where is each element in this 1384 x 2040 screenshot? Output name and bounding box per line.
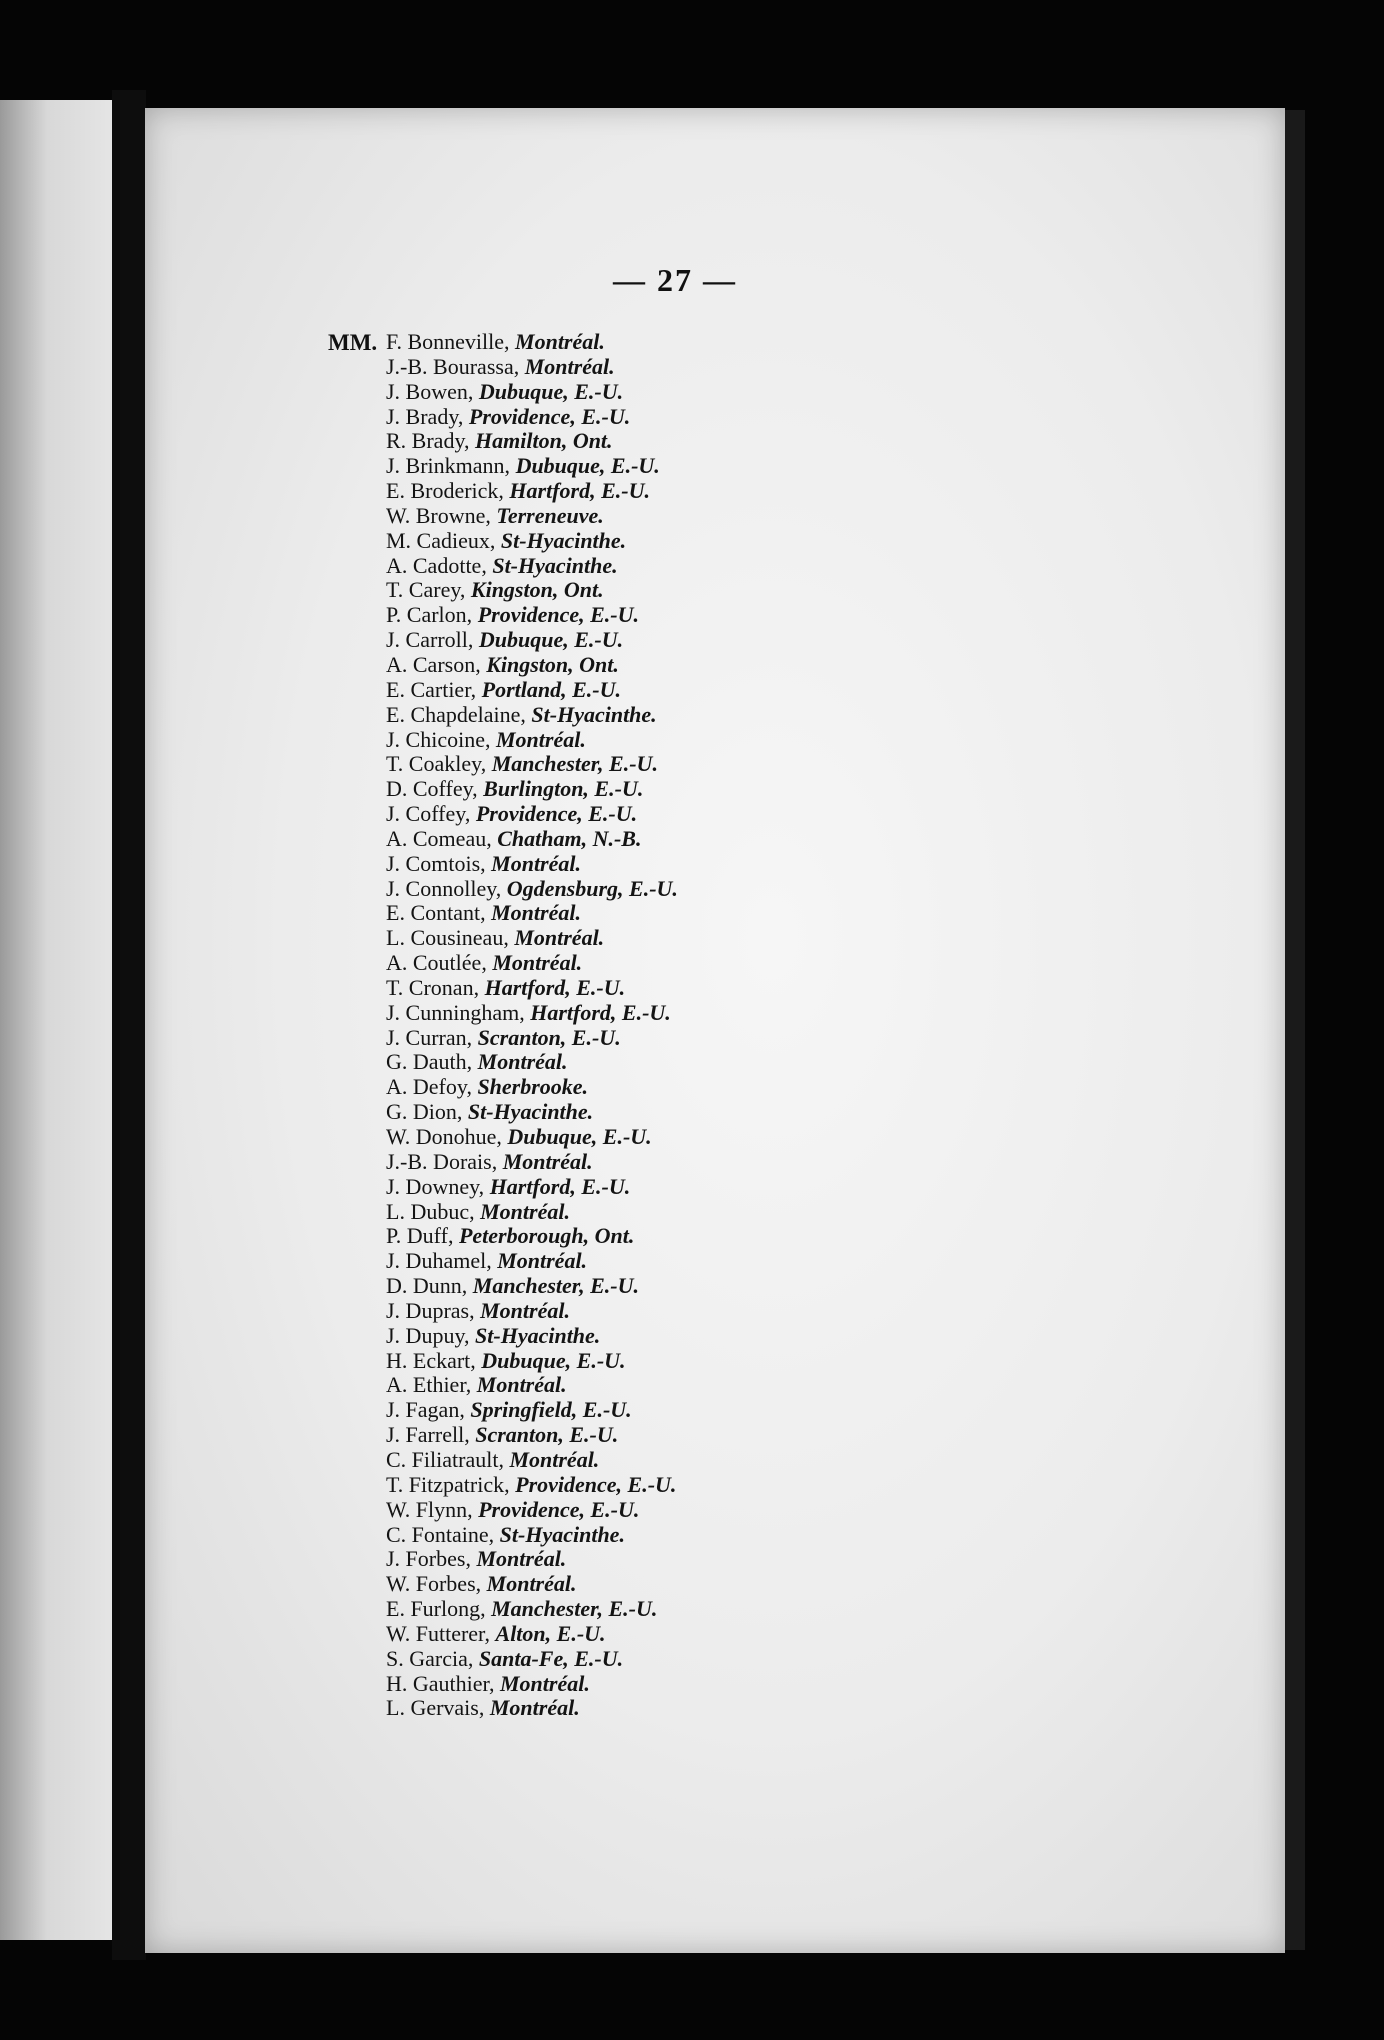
entry-name: J. Dupras, <box>386 1297 475 1323</box>
entry-name: T. Coakley, <box>386 751 487 777</box>
list-item <box>386 1423 678 1448</box>
list-item <box>386 1075 678 1100</box>
entry-place: Montréal. <box>480 1297 570 1323</box>
entry-name: E. Contant, <box>386 900 486 926</box>
list-item <box>386 1026 678 1051</box>
list-item <box>386 1150 678 1175</box>
entry-name: R. Brady, <box>386 428 470 454</box>
entry-name: T. Cronan, <box>386 974 480 1000</box>
list-item <box>386 529 678 554</box>
entry-name: J. Carroll, <box>386 627 474 653</box>
entry-name: A. Carson, <box>386 651 481 677</box>
entry-place: Springfield, E.-U. <box>470 1397 632 1423</box>
entry-place: Sherbrooke. <box>477 1074 589 1100</box>
entry-name: P. Carlon, <box>386 602 473 628</box>
list-item <box>386 1597 678 1622</box>
entry-place: Montréal. <box>509 1446 600 1472</box>
entry-place: Ogdensburg, E.-U. <box>506 875 678 901</box>
list-item <box>386 852 678 877</box>
entry-place: Scranton, E.-U. <box>475 1422 619 1448</box>
entry-name: E. Furlong, <box>386 1596 486 1622</box>
entry-place: Montréal. <box>491 900 581 926</box>
entry-place: St-Hyacinthe. <box>531 701 657 727</box>
entry-name: M. Cadieux, <box>386 527 496 553</box>
entry-name: A. Comeau, <box>386 825 492 851</box>
entry-name: A. Cadotte, <box>386 552 487 578</box>
list-item <box>386 951 678 976</box>
entry-place: Peterborough, Ont. <box>458 1223 635 1249</box>
entry-place: Providence, E.-U. <box>477 602 639 628</box>
entry-place: Kingston, Ont. <box>470 577 604 603</box>
entry-place: Montréal. <box>492 950 583 976</box>
list-item <box>386 405 678 430</box>
entry-name: J. Fagan, <box>386 1397 465 1423</box>
list-item <box>386 1249 678 1274</box>
entry-name: J. Bowen, <box>386 378 474 404</box>
list-item <box>386 479 678 504</box>
entry-place: Scranton, E.-U. <box>477 1024 621 1050</box>
entry-name: L. Dubuc, <box>386 1198 475 1224</box>
entry-name: L. Gervais, <box>386 1695 485 1721</box>
list-item <box>386 926 678 951</box>
entry-place: Santa-Fe, E.-U. <box>478 1645 624 1671</box>
list-item <box>386 1498 678 1523</box>
list-item <box>386 1672 678 1697</box>
entry-place: Manchester, E.-U. <box>472 1273 640 1299</box>
list-item <box>386 429 678 454</box>
name-list <box>386 330 678 1721</box>
entry-place: Kingston, Ont. <box>486 651 619 677</box>
list-item <box>386 901 678 926</box>
list-item <box>386 1473 678 1498</box>
entry-name: J. Farrell, <box>386 1422 470 1448</box>
page-number: — 27 — <box>613 262 737 298</box>
entry-name: W. Flynn, <box>386 1496 473 1522</box>
entry-place: Montréal. <box>489 1695 580 1721</box>
entry-place: Hamilton, Ont. <box>475 428 613 454</box>
list-item <box>386 380 678 405</box>
entry-place: Portland, E.-U. <box>481 676 621 702</box>
entry-place: Montréal. <box>524 353 615 379</box>
entry-place: St-Hyacinthe. <box>499 1521 625 1547</box>
entry-name: J. Curran, <box>386 1024 473 1050</box>
entry-name: E. Chapdelaine, <box>386 701 526 727</box>
right-page-edge <box>1285 110 1305 1950</box>
list-item <box>386 1001 678 1026</box>
entry-name: G. Dion, <box>386 1099 463 1125</box>
list-item <box>386 653 678 678</box>
entry-place: Montréal. <box>477 1049 568 1075</box>
list-item <box>386 1299 678 1324</box>
list-item <box>386 1324 678 1349</box>
entry-name: W. Browne, <box>386 502 491 528</box>
list-item <box>386 1175 678 1200</box>
list-item <box>386 1448 678 1473</box>
list-item <box>386 1274 678 1299</box>
entry-place: St-Hyacinthe. <box>492 552 618 578</box>
entry-place: Hartford, E.-U. <box>530 999 671 1025</box>
entry-name: D. Coffey, <box>386 776 478 802</box>
entry-name: T. Fitzpatrick, <box>386 1471 510 1497</box>
entry-name: W. Forbes, <box>386 1571 482 1597</box>
entry-place: Dubuque, E.-U. <box>481 1347 626 1373</box>
entry-place: Montréal. <box>476 1546 567 1572</box>
entry-name: W. Futterer, <box>386 1620 491 1646</box>
list-item <box>386 777 678 802</box>
list-item <box>386 1523 678 1548</box>
entry-place: Manchester, E.-U. <box>491 751 658 777</box>
entry-name: J. Coffey, <box>386 801 471 827</box>
entry-name: S. Garcia, <box>386 1645 474 1671</box>
entry-name: A. Coutlée, <box>386 950 487 976</box>
list-item <box>386 728 678 753</box>
entry-place: Montréal. <box>480 1198 570 1224</box>
entry-place: Terreneuve. <box>496 502 604 528</box>
entry-place: Hartford, E.-U. <box>489 1173 631 1199</box>
salutation: MM. <box>328 330 378 355</box>
entry-place: Montréal. <box>499 1670 590 1696</box>
entry-name: D. Dunn, <box>386 1273 468 1299</box>
entry-place: St-Hyacinthe. <box>475 1322 601 1348</box>
list-item <box>386 703 678 728</box>
entry-place: Montréal. <box>502 1148 593 1174</box>
entry-place: Hartford, E.-U. <box>484 974 626 1000</box>
list-item <box>386 1224 678 1249</box>
entry-name: T. Carey, <box>386 577 466 603</box>
list-item <box>386 1125 678 1150</box>
entry-place: Providence, E.-U. <box>515 1471 677 1497</box>
entry-place: Hartford, E.-U. <box>509 478 650 504</box>
entry-name: H. Eckart, <box>386 1347 476 1373</box>
list-item <box>386 1572 678 1597</box>
list-item <box>386 1398 678 1423</box>
book-spine <box>112 90 146 1960</box>
list-item <box>386 827 678 852</box>
entry-name: J. Connolley, <box>386 875 502 901</box>
list-item <box>386 1200 678 1225</box>
left-page-edge <box>0 100 118 1940</box>
entry-name: A. Defoy, <box>386 1074 472 1100</box>
entry-place: Chatham, N.-B. <box>497 825 642 851</box>
list-item <box>386 752 678 777</box>
entry-place: Montréal. <box>497 1248 588 1274</box>
list-item <box>386 603 678 628</box>
list-item <box>386 355 678 380</box>
list-item <box>386 877 678 902</box>
list-item <box>386 1349 678 1374</box>
entry-name: C. Filiatrault, <box>386 1446 504 1472</box>
entry-name: J.-B. Bourassa, <box>386 353 520 379</box>
list-item <box>386 1547 678 1572</box>
entry-place: Montréal. <box>514 925 605 951</box>
list-item <box>386 678 678 703</box>
entry-name: J. Duhamel, <box>386 1248 492 1274</box>
entry-name: J. Dupuy, <box>386 1322 470 1348</box>
list-item <box>386 628 678 653</box>
list-item <box>386 554 678 579</box>
entry-name: J. Cunningham, <box>386 999 525 1025</box>
entry-place: Montréal. <box>496 726 586 752</box>
list-item <box>386 1696 678 1721</box>
entry-place: Providence, E.-U. <box>478 1496 640 1522</box>
list-item <box>386 454 678 479</box>
list-item <box>386 330 678 355</box>
entry-name: P. Duff, <box>386 1223 454 1249</box>
list-item <box>386 802 678 827</box>
entry-place: Montréal. <box>486 1571 577 1597</box>
entry-place: Dubuque, E.-U. <box>507 1124 652 1149</box>
entry-name: J. Forbes, <box>386 1546 471 1572</box>
list-item <box>386 1050 678 1075</box>
entry-name: H. Gauthier, <box>386 1670 495 1696</box>
entry-name: E. Cartier, <box>386 676 477 702</box>
entry-place: Dubuque, E.-U. <box>515 453 660 479</box>
entry-name: E. Broderick, <box>386 478 504 504</box>
entry-place: St-Hyacinthe. <box>500 527 627 553</box>
entry-place: Providence, E.-U. <box>475 801 638 827</box>
page <box>145 108 1285 1953</box>
entry-place: Burlington, E.-U. <box>483 776 644 802</box>
list-item <box>386 1622 678 1647</box>
entry-place: Manchester, E.-U. <box>491 1596 658 1622</box>
entry-place: Montréal. <box>515 329 605 354</box>
entry-place: Montréal. <box>491 850 581 876</box>
entry-name: J. Downey, <box>386 1173 485 1199</box>
entry-name: W. Donohue, <box>386 1124 502 1149</box>
list-item <box>386 504 678 529</box>
list-item <box>386 1373 678 1398</box>
entry-place: St-Hyacinthe. <box>467 1099 594 1125</box>
entry-name: J. Comtois, <box>386 850 486 876</box>
entry-place: Providence, E.-U. <box>468 403 631 429</box>
entry-name: J. Chicoine, <box>386 726 491 752</box>
entry-name: F. Bonneville, <box>386 329 510 354</box>
entry-name: J.-B. Dorais, <box>386 1148 498 1174</box>
entry-place: Montréal. <box>476 1372 567 1398</box>
entry-name: L. Cousineau, <box>386 925 509 951</box>
entry-name: C. Fontaine, <box>386 1521 495 1547</box>
entry-name: J. Brinkmann, <box>386 453 511 479</box>
list-item <box>386 1647 678 1672</box>
list-item <box>386 976 678 1001</box>
entry-place: Alton, E.-U. <box>495 1620 606 1646</box>
entry-name: G. Dauth, <box>386 1049 473 1075</box>
list-item <box>386 578 678 603</box>
entry-name: A. Ethier, <box>386 1372 472 1398</box>
entry-place: Dubuque, E.-U. <box>478 627 624 653</box>
entry-place: Dubuque, E.-U. <box>478 378 624 404</box>
list-item <box>386 1100 678 1125</box>
entry-name: J. Brady, <box>386 403 464 429</box>
